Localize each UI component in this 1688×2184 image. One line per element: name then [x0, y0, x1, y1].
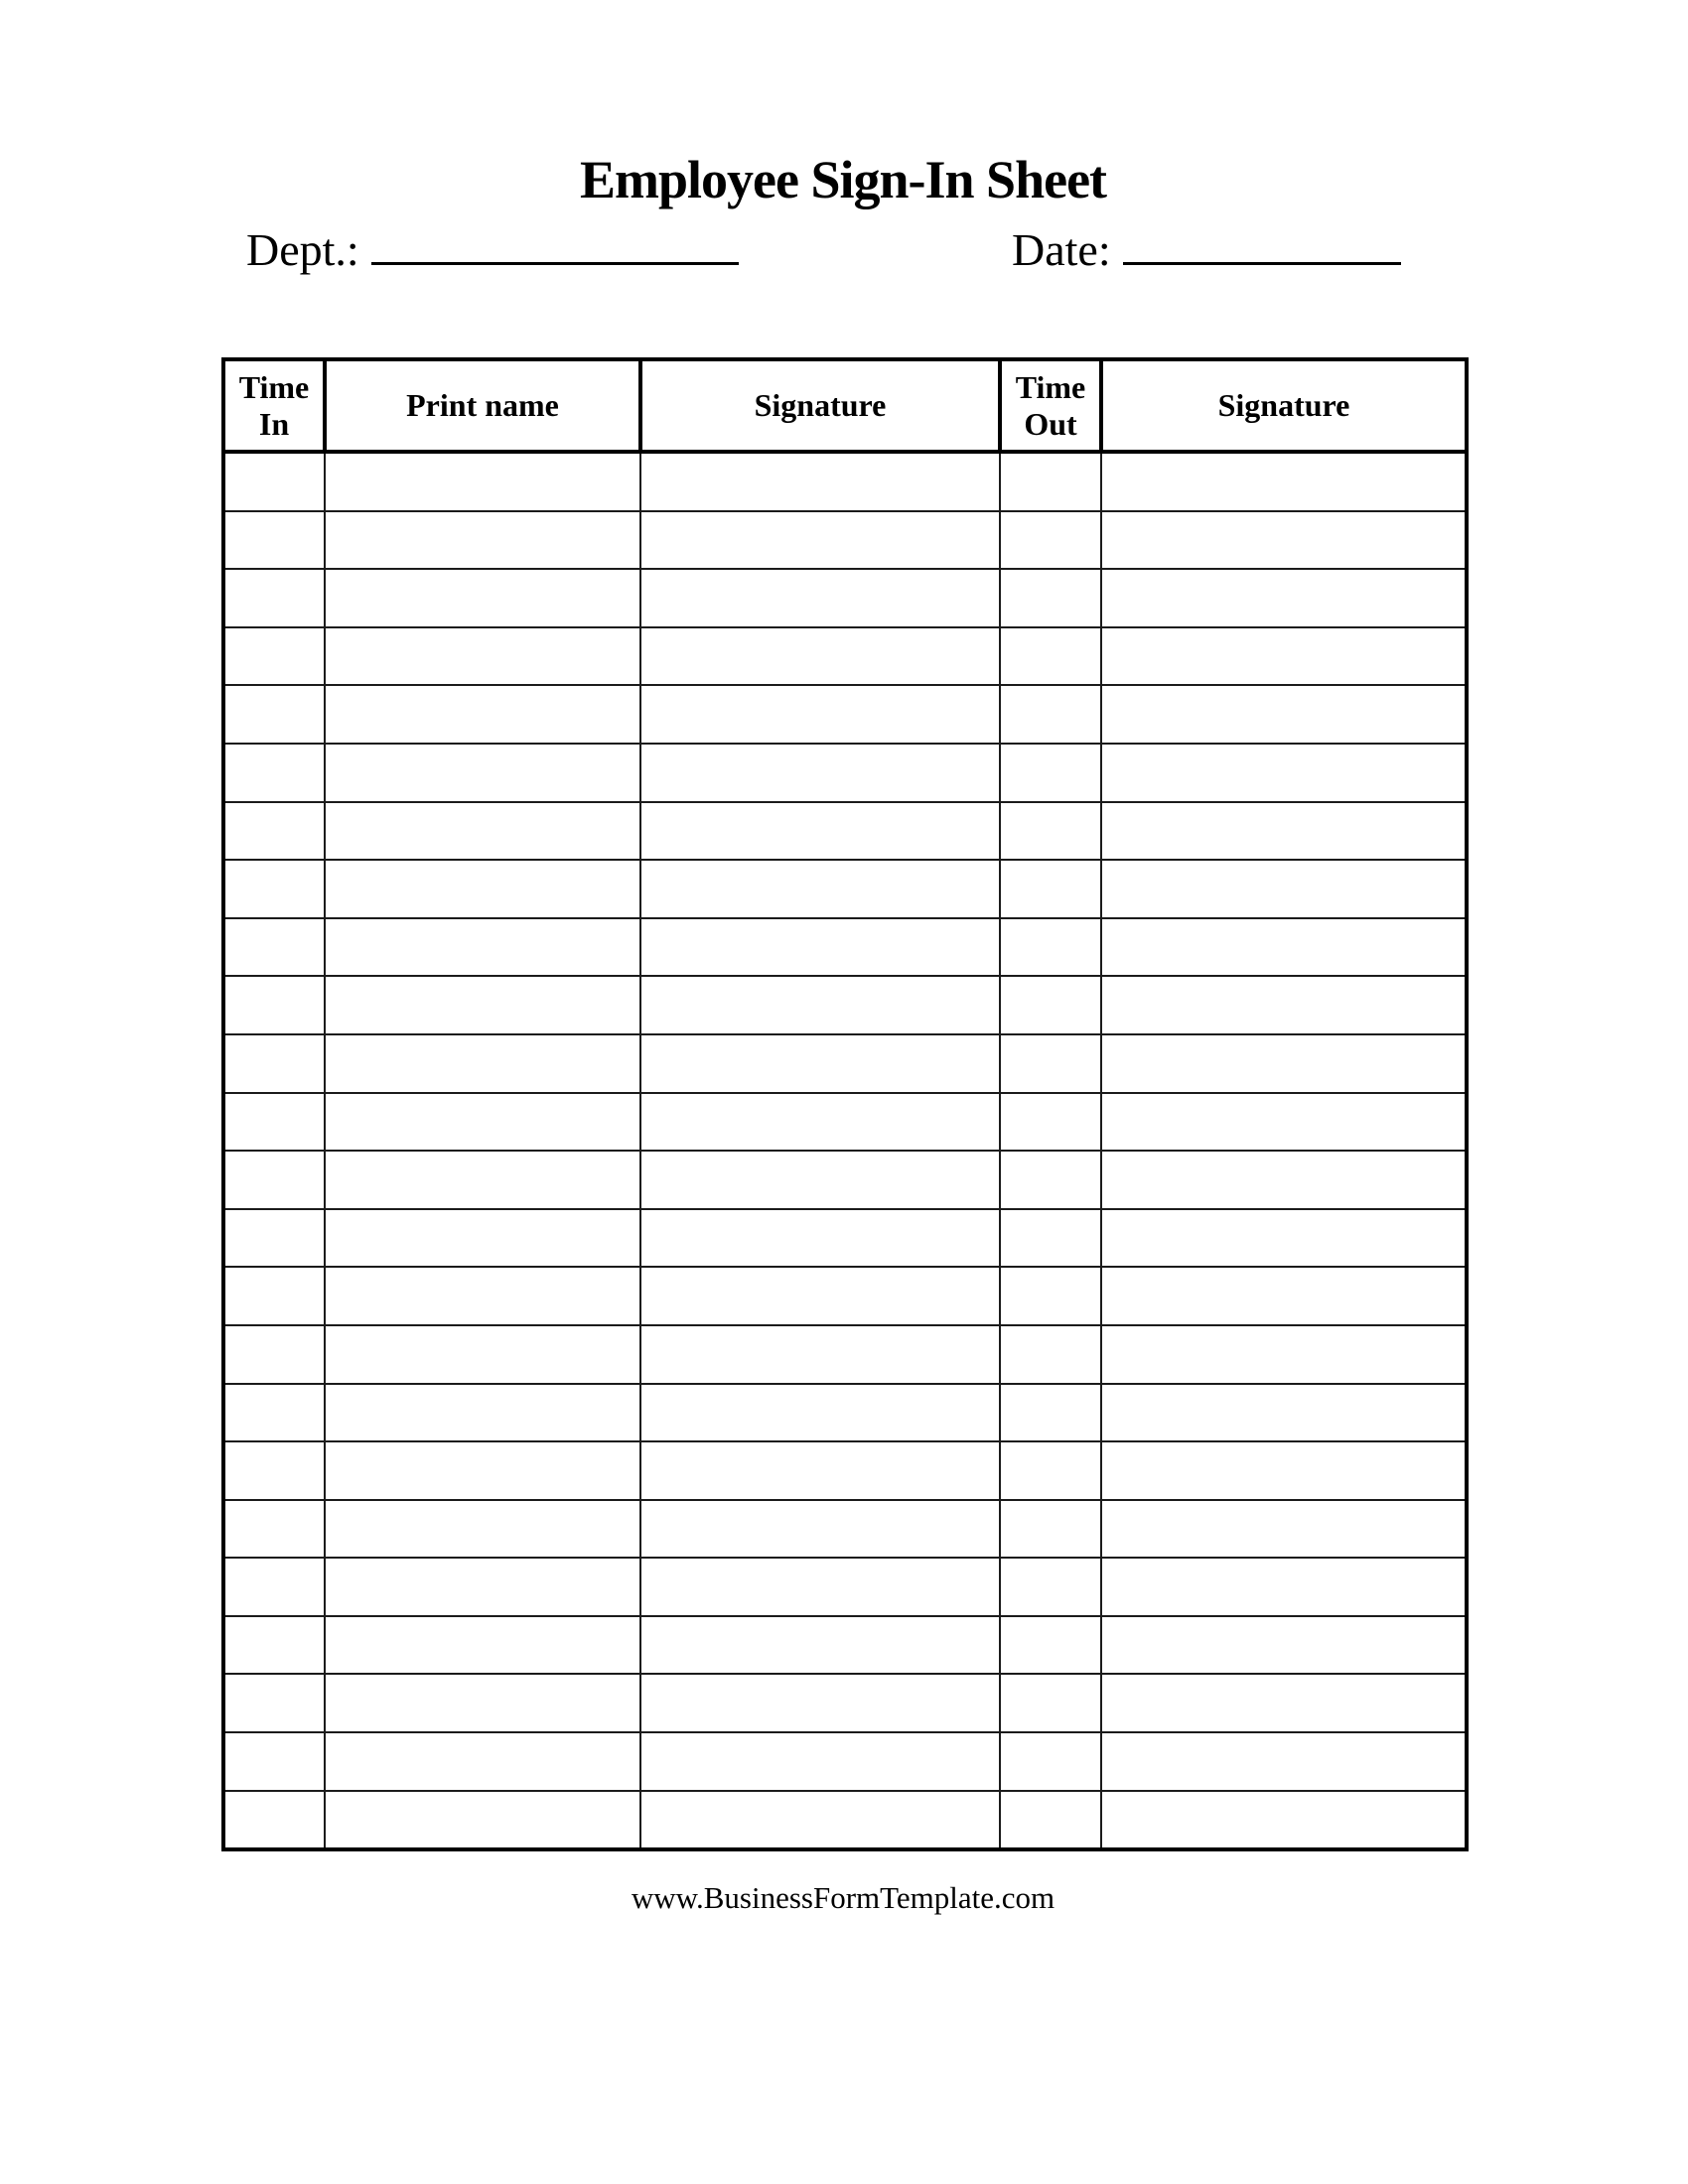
table-cell: [640, 1151, 1000, 1209]
table-cell: [1000, 1791, 1101, 1850]
col-header-print-name: Print name: [325, 359, 640, 452]
table-cell: [1101, 1325, 1467, 1384]
table-cell: [325, 1791, 640, 1850]
table-cell: [325, 744, 640, 802]
table-row: [223, 1034, 1467, 1093]
table-cell: [640, 1441, 1000, 1500]
table-cell: [325, 1267, 640, 1325]
table-cell: [325, 1558, 640, 1616]
table-cell: [1000, 744, 1101, 802]
table-cell: [223, 1732, 325, 1791]
table-cell: [1101, 1384, 1467, 1442]
table-cell: [325, 918, 640, 977]
table-cell: [640, 1209, 1000, 1268]
table-cell: [325, 1732, 640, 1791]
table-cell: [640, 860, 1000, 918]
table-cell: [640, 802, 1000, 861]
table-cell: [1101, 569, 1467, 627]
table-cell: [223, 1093, 325, 1152]
table-cell: [1101, 1441, 1467, 1500]
table-cell: [1000, 1616, 1101, 1675]
dept-blank-line: [371, 262, 739, 265]
table-cell: [325, 1209, 640, 1268]
table-cell: [1000, 1441, 1101, 1500]
table-cell: [223, 802, 325, 861]
table-cell: [1101, 1500, 1467, 1559]
table-row: [223, 1151, 1467, 1209]
dept-label: Dept.:: [246, 224, 359, 275]
table-cell: [1101, 511, 1467, 570]
table-cell: [325, 511, 640, 570]
table-cell: [1000, 1151, 1101, 1209]
table-row: [223, 627, 1467, 686]
table-cell: [1101, 1034, 1467, 1093]
table-cell: [223, 744, 325, 802]
table-cell: [1101, 1209, 1467, 1268]
table-cell: [1000, 860, 1101, 918]
table-cell: [325, 1151, 640, 1209]
table-cell: [1000, 627, 1101, 686]
table-row: [223, 1674, 1467, 1732]
table-row: [223, 1441, 1467, 1500]
table-cell: [1101, 1267, 1467, 1325]
table-row: [223, 1384, 1467, 1442]
table-cell: [223, 1034, 325, 1093]
table-cell: [1000, 802, 1101, 861]
table-cell: [325, 1384, 640, 1442]
table-cell: [223, 1500, 325, 1559]
table-cell: [1101, 1732, 1467, 1791]
table-row: [223, 1209, 1467, 1268]
date-field: [1012, 222, 1401, 277]
table-row: [223, 802, 1467, 861]
table-row: [223, 1500, 1467, 1559]
table-cell: [325, 802, 640, 861]
table-cell: [1101, 685, 1467, 744]
table-cell: [640, 1093, 1000, 1152]
table-row: [223, 1732, 1467, 1791]
table-cell: [1000, 1384, 1101, 1442]
table-row: [223, 452, 1467, 511]
table-cell: [325, 976, 640, 1034]
table-cell: [1101, 1093, 1467, 1152]
table-cell: [325, 452, 640, 511]
table-cell: [223, 452, 325, 511]
table-cell: [1000, 1325, 1101, 1384]
table-cell: [223, 1616, 325, 1675]
footer-url: www.BusinessFormTemplate.com: [631, 1880, 1055, 1915]
table-cell: [640, 1732, 1000, 1791]
table-cell: [325, 685, 640, 744]
table-cell: [640, 1267, 1000, 1325]
table-cell: [640, 1616, 1000, 1675]
table-row: [223, 860, 1467, 918]
date-blank-line: [1123, 262, 1401, 265]
table-cell: [640, 1325, 1000, 1384]
table-cell: [325, 1441, 640, 1500]
col-header-signature-out: Signature: [1101, 359, 1467, 452]
table-cell: [640, 1500, 1000, 1559]
table-cell: [223, 511, 325, 570]
table-cell: [223, 1441, 325, 1500]
table-cell: [223, 1791, 325, 1850]
table-row: [223, 1791, 1467, 1850]
table-cell: [640, 1558, 1000, 1616]
table-cell: [1101, 802, 1467, 861]
table-cell: [640, 1384, 1000, 1442]
col-header-signature-in: Signature: [640, 359, 1000, 452]
table-cell: [325, 569, 640, 627]
table-cell: [223, 1558, 325, 1616]
table-cell: [640, 1791, 1000, 1850]
page-title: Employee Sign-In Sheet: [579, 150, 1107, 209]
table-cell: [640, 569, 1000, 627]
table-cell: [640, 976, 1000, 1034]
table-cell: [640, 452, 1000, 511]
table-row: [223, 1093, 1467, 1152]
table-cell: [1000, 1558, 1101, 1616]
table-cell: [1101, 744, 1467, 802]
table-cell: [325, 860, 640, 918]
table-cell: [1101, 1791, 1467, 1850]
table-cell: [1101, 860, 1467, 918]
table-cell: [1000, 1034, 1101, 1093]
date-label: Date:: [1012, 224, 1111, 275]
table-cell: [325, 1325, 640, 1384]
table-cell: [223, 1151, 325, 1209]
dept-field: [246, 222, 739, 277]
table-cell: [640, 685, 1000, 744]
table-cell: [223, 685, 325, 744]
table-row: [223, 685, 1467, 744]
table-cell: [223, 860, 325, 918]
table-cell: [223, 1209, 325, 1268]
table-cell: [1101, 1558, 1467, 1616]
table-cell: [1000, 918, 1101, 977]
table-cell: [223, 1325, 325, 1384]
table-row: [223, 511, 1467, 570]
table-cell: [325, 1674, 640, 1732]
table-cell: [640, 744, 1000, 802]
table-cell: [325, 627, 640, 686]
table-row: [223, 744, 1467, 802]
table-cell: [1000, 1674, 1101, 1732]
col-header-time-in: Time In: [223, 359, 325, 452]
table-row: [223, 1558, 1467, 1616]
table-cell: [1000, 511, 1101, 570]
table-cell: [1101, 1151, 1467, 1209]
table-cell: [1000, 452, 1101, 511]
table-cell: [1000, 569, 1101, 627]
table-row: [223, 569, 1467, 627]
table-row: [223, 1616, 1467, 1675]
table-cell: [223, 976, 325, 1034]
col-header-time-out: Time Out: [1000, 359, 1101, 452]
table-cell: [223, 1267, 325, 1325]
sign-in-table: [221, 357, 1469, 1851]
table-cell: [1000, 685, 1101, 744]
table-cell: [640, 1674, 1000, 1732]
table-cell: [325, 1616, 640, 1675]
table-cell: [223, 627, 325, 686]
table-cell: [1000, 1209, 1101, 1268]
table-cell: [640, 918, 1000, 977]
table-cell: [1101, 976, 1467, 1034]
table-cell: [325, 1034, 640, 1093]
table-row: [223, 1267, 1467, 1325]
table-cell: [223, 569, 325, 627]
table-cell: [1101, 452, 1467, 511]
table-cell: [640, 1034, 1000, 1093]
table-cell: [223, 1384, 325, 1442]
table-cell: [223, 1674, 325, 1732]
table-cell: [325, 1500, 640, 1559]
table-cell: [1101, 1674, 1467, 1732]
table-cell: [640, 511, 1000, 570]
table-cell: [1000, 976, 1101, 1034]
table-cell: [223, 918, 325, 977]
table-cell: [640, 627, 1000, 686]
table-header-row: [223, 359, 1467, 452]
table-cell: [325, 1093, 640, 1152]
table-cell: [1000, 1267, 1101, 1325]
table-row: [223, 976, 1467, 1034]
table-row: [223, 1325, 1467, 1384]
table-cell: [1000, 1732, 1101, 1791]
table-row: [223, 918, 1467, 977]
table-cell: [1000, 1500, 1101, 1559]
table-cell: [1101, 1616, 1467, 1675]
table-cell: [1101, 918, 1467, 977]
table-cell: [1000, 1093, 1101, 1152]
table-cell: [1101, 627, 1467, 686]
